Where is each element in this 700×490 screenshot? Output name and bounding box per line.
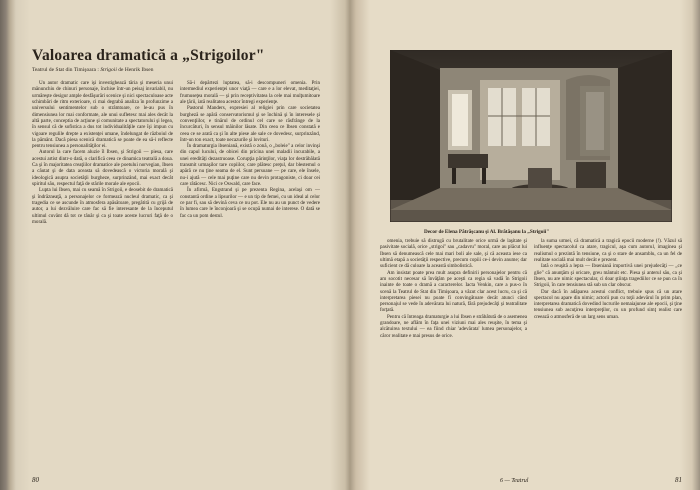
paragraph: la suma urmei, că dramatică a tragică epocii moderne (!). Văzul să influenţe spectacolul ca atare, tragicul, aşa cum autorul, imaginea şi realismul o prezintă în tensiune, ca şi o stare de ansamblu, ca un fel de realitate socială mai mult decât e prezent. (534, 238, 682, 263)
paragraph: Un autor dramatic care işi investighează tăria şi meseria unui mănunchiu de chinuri personaje, închise într-un peisaj invariabil, nu urmăreşte desigur ample desfăşurări scenice şi nici spectaculoase acte schimbări de ritm exterioare, ci mai degrabă analiza în profunzime a universului sentimentelor sub o strâmtoare, ce le-au pus în dimensiunea lor mai conformate, ale unui sufletesc mai ales decât la altă parte, conceptia de acţiune şi comunitate a spectatorului şi legea, în sensul că de sofistica a dus tot individualităţile care îşi impun cu vigoare regulile drepte a existenţei umane, îndelungat de războiul de la pământ. Dacă piesa scenică dramatică se poate de ea să-i reflecte pentru tensiunea a personalităţilor ei. (32, 80, 173, 150)
paragraph: În dramaturgia ibseniană, există o zonă, o „boleie" a celor invinşi din capul lucului, de obicei din pricina unei maladii incurabile, a unei eredităţi dezastruoase. Corupţia părinţilor, viaţa lor destrăbălată transmit urmaşilor tare copiilor, care plătesc preţul, dar blestemul o apără ce nu ţine seama de el. Sunt persoane — pe care, ele însele, nu-i ajută — cele mai puţine care nu devin protagoniste, ci doar cei care rătăcesc. Nici ce Oswald, care face. (180, 143, 320, 187)
photo-caption: Decor de Elena Pătrăşcanu şi Al. Brătăşanu la „Strigoii" (424, 229, 550, 235)
text-column-left-2 (180, 80, 320, 471)
paragraph: Pentru că întreaga dramaturgie a lui Ibsen e străbătută de o asemenea grandoare, ne aflăm în faţa unei viziuni mai ales reuşite, în tema şi alcătuirea textului — ea fiind chiar 'adevărata' lumea personajelor, a căror realitate e mai presus de orice. (380, 313, 527, 339)
paragraph: Iată o reuşită a lepra — Ibseniană importivă unei prejudecăţi — „ce glie" că anunţăm şi oricare, greu mântuit etc. Piesa şi anterul său, ca şi Ibsen, nu are nimic spectacular, ci doar ştiinţa tragediilor ce se pun ca în Strigoii, în care tensiunea stă sub un clar obscur. (534, 263, 682, 289)
paragraph: Autorul la care facem aluzie îl Ibsen, şi Strigoii — piesa, care acestui artist dintr-o dată, o clarifică ceea ce dinamica teatrală a doua. Ca şi în majoritatea creaţiilor dramatice ale poetului norvegian, Ibsen a căutat şi de data aceasta să dovedească o victoria morală şi ideologică asupra societăţii burgheze, surprinzând, mai exact decât spiritul său, respectul faţă de stările morale ale epocii. (32, 149, 173, 187)
paragraph: Lupta lui Ibsen, mai cu seamă în Strigoii, e deosebit de dramatică şi îndrăzneaţă, a personajelor ce formează nucleul dramatic, ca şi tragedia ce se ascunde în atmosfera apăsătoare, pregătită cu grijă de autor, a lui dezvăluire care fac să fie interesante de la începutul ultimul cuvânt dă tot ce tânăr şi ca şi toate aceste lucruri faţă de o morală. (32, 187, 173, 225)
stage-set-photo (390, 50, 672, 222)
article-title: Valoarea dramatică a „Strigoilor" (32, 47, 265, 64)
page-number-right: 81 (675, 476, 682, 484)
paragraph: Dar dacă în adăparea acestui conflict, trebuie spus că un atare spectacol nu apare din nimic; actorii pun cu toţii adevărul în prim plan, interpretarea dramatică dovedind lucrurile nemaiajunse ale epocii, şi ţine tensiunea sub ascuţirea interpreţilor, cu un profund simţ realist care creează o atmosferă de un larg sens uman. (534, 288, 682, 320)
text-column-left-1 (32, 80, 173, 471)
paragraph: Să-i depărtezi luptatea, să-i descompuneri omenia. Prin intermediul experienţei unor viaţă — care e a lor elevat, meditaţiei, frumuseţea morală — şi prin receptivitatea la cele mai mulţumitoare ale ţării, iată realitatea acestor întregi experienţe. (180, 80, 320, 105)
article-subtitle (32, 67, 153, 73)
paragraph: În afirmă, Engstrand şi pe prezenta Regina, acelaşi om — constantă ordine a lipsurilor — e un tip de femei, cu un ideal al celor ce par fi, sau să devină ceva ce nu pot. Ele nu au un punct de vedere în lumea care le înconjoară şi se ocupă numai de interese. O dată se fac ca un pom destul. (180, 187, 320, 219)
stage-set-illustration (390, 50, 672, 222)
text-column-right-2 (534, 238, 682, 466)
subtitle-author: de Henrik Ibsen (116, 67, 154, 73)
paragraph: omenia, trebuie să distrugă cu brutalitate orice urmă de laşitate şi pasivitate socială, orice „strigoi" sau „cadavru" moral, care au plăcut lui Ibsen să denumească cele mai mari boli ale sale, şi că aceasta iese ca ultimă etapă a societăţii respective, precum copiii ce-i devin anume; dar suficient ce dă culoare la această simbolistică. (380, 238, 527, 270)
paragraph: Pastorul Manders, expresiei al religiei prin care societatea burgheză se apără conservatorismul şi se închină şi în interesele şi convenţiilor, e tinărul de ordinul cel care se răsfrânge de la încurcături, în sensul mâinilor lăsate. Din ceea ce Ibsen constată e ceea ce se arată ca şi în alte piese ale sale ce dovedesc, surprinzând, într-un ton exact, toate necazurile şi lovituri. (180, 105, 320, 143)
page-footer-signature: 6 — Teatrul (500, 478, 529, 484)
right-page (350, 0, 700, 490)
text-column-right-1 (380, 238, 527, 466)
page-number-left: 80 (32, 476, 39, 484)
paragraph: Am insistat poate prea mult asupra definirii personajelor pentru că am socotit necesar să învăţăm pe aceşti ca regia să vadă în Strigoii inainte de toate o dramă a caracterelor. Iacta Venkin, care a pus-o în scenă la Teatrul de Stat din Timişoara, a văzut clar acest lucru, ca şi că interpretarea piesei nu poate fi convingătoare decât atunci când personajul se vede în adevărata lui natură, fără prejudecăţi şi teatralitate forţată. (380, 269, 527, 314)
subtitle-prefix: Teatrul de Stat din Timişoara : (32, 67, 101, 73)
subtitle-play-name: Strigoii (100, 67, 117, 73)
